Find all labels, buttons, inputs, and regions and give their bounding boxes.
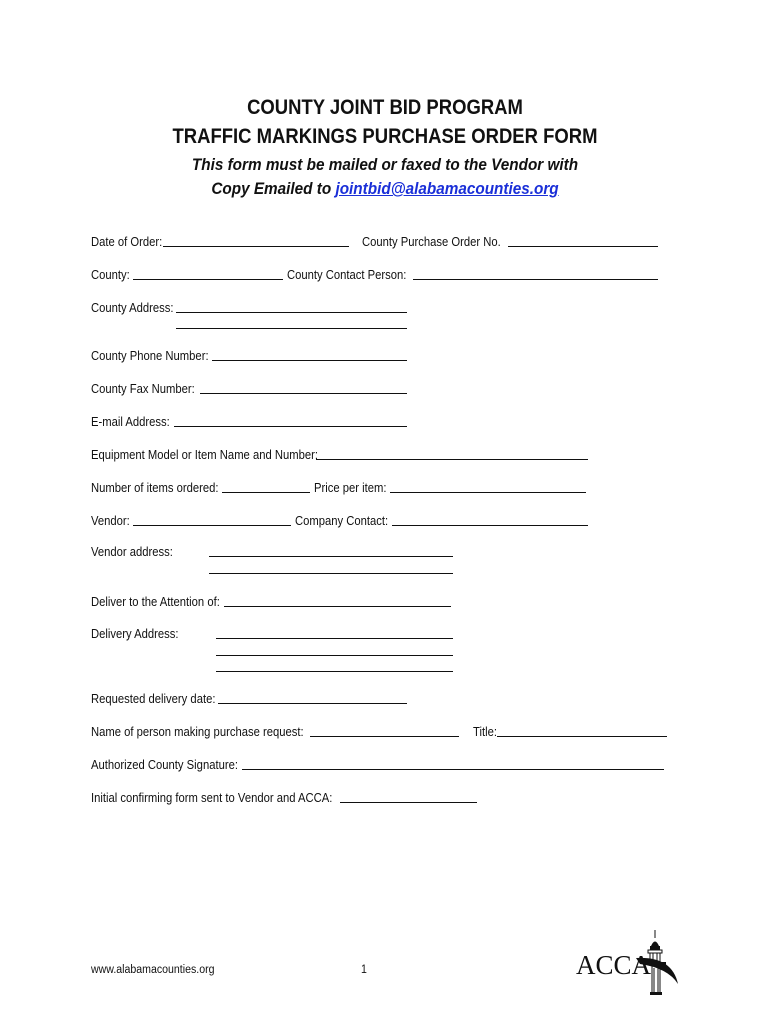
label-county: County: <box>91 268 130 282</box>
form-subtitle-line2 <box>39 179 732 199</box>
label-equipment-model: Equipment Model or Item Name and Number: <box>91 448 318 462</box>
num-items-field[interactable] <box>222 492 310 493</box>
label-deliver-attention: Deliver to the Attention of: <box>91 595 220 609</box>
name-requester-field[interactable] <box>310 736 459 737</box>
delivery-address-field-2[interactable] <box>216 655 453 656</box>
label-num-items: Number of items ordered: <box>91 481 219 495</box>
price-per-item-field[interactable] <box>390 492 586 493</box>
label-date-of-order: Date of Order: <box>91 235 163 249</box>
label-email-address: E-mail Address: <box>91 415 170 429</box>
county-fax-field[interactable] <box>200 393 407 394</box>
deliver-attention-field[interactable] <box>224 606 451 607</box>
vendor-field[interactable] <box>133 525 291 526</box>
county-contact-field[interactable] <box>413 279 658 280</box>
footer-page-number: 1 <box>361 964 367 976</box>
date-of-order-field[interactable] <box>163 246 349 247</box>
equipment-model-field[interactable] <box>316 459 588 460</box>
county-field[interactable] <box>133 279 283 280</box>
delivery-address-field-1[interactable] <box>216 638 453 639</box>
label-county-po-no: County Purchase Order No. <box>362 235 501 249</box>
requested-delivery-field[interactable] <box>218 703 407 704</box>
form-title-line1: COUNTY JOINT BID PROGRAM <box>247 96 523 119</box>
delivery-address-field-3[interactable] <box>216 671 453 672</box>
capitol-dome-icon <box>574 928 684 998</box>
county-po-no-field[interactable] <box>508 246 658 247</box>
label-delivery-address: Delivery Address: <box>91 627 179 641</box>
authorized-signature-field[interactable] <box>242 769 664 770</box>
vendor-address-field-1[interactable] <box>209 556 453 557</box>
form-subtitle-line1: This form must be mailed or faxed to the Vendor with <box>191 155 579 174</box>
title-field[interactable] <box>497 736 667 737</box>
label-initial-confirming: Initial confirming form sent to Vendor and ACCA: <box>91 791 333 805</box>
label-title: Title: <box>473 725 497 739</box>
label-county-phone: County Phone Number: <box>91 349 209 363</box>
label-requested-delivery: Requested delivery date: <box>91 692 216 706</box>
acca-logo <box>574 928 684 998</box>
label-company-contact: Company Contact: <box>295 514 389 528</box>
footer-website: www.alabamacounties.org <box>91 964 215 976</box>
label-price-per-item: Price per item: <box>314 481 387 495</box>
company-contact-field[interactable] <box>392 525 588 526</box>
county-address-field-2[interactable] <box>176 328 407 329</box>
label-name-requester: Name of person making purchase request: <box>91 725 304 739</box>
email-address-field[interactable] <box>174 426 407 427</box>
label-authorized-signature: Authorized County Signature: <box>91 758 238 772</box>
logo-text: ACCA <box>576 950 652 980</box>
county-phone-field[interactable] <box>212 360 407 361</box>
email-link[interactable]: jointbid@alabamacounties.org <box>335 179 559 198</box>
form-title-line2: TRAFFIC MARKINGS PURCHASE ORDER FORM <box>172 125 598 148</box>
label-vendor-address: Vendor address: <box>91 545 173 559</box>
label-county-fax: County Fax Number: <box>91 382 195 396</box>
subtitle-prefix: Copy Emailed to <box>211 179 336 198</box>
label-vendor: Vendor: <box>91 514 130 528</box>
label-county-contact: County Contact Person: <box>287 268 407 282</box>
label-county-address: County Address: <box>91 301 174 315</box>
county-address-field-1[interactable] <box>176 312 407 313</box>
vendor-address-field-2[interactable] <box>209 573 453 574</box>
initial-confirming-field[interactable] <box>340 802 477 803</box>
